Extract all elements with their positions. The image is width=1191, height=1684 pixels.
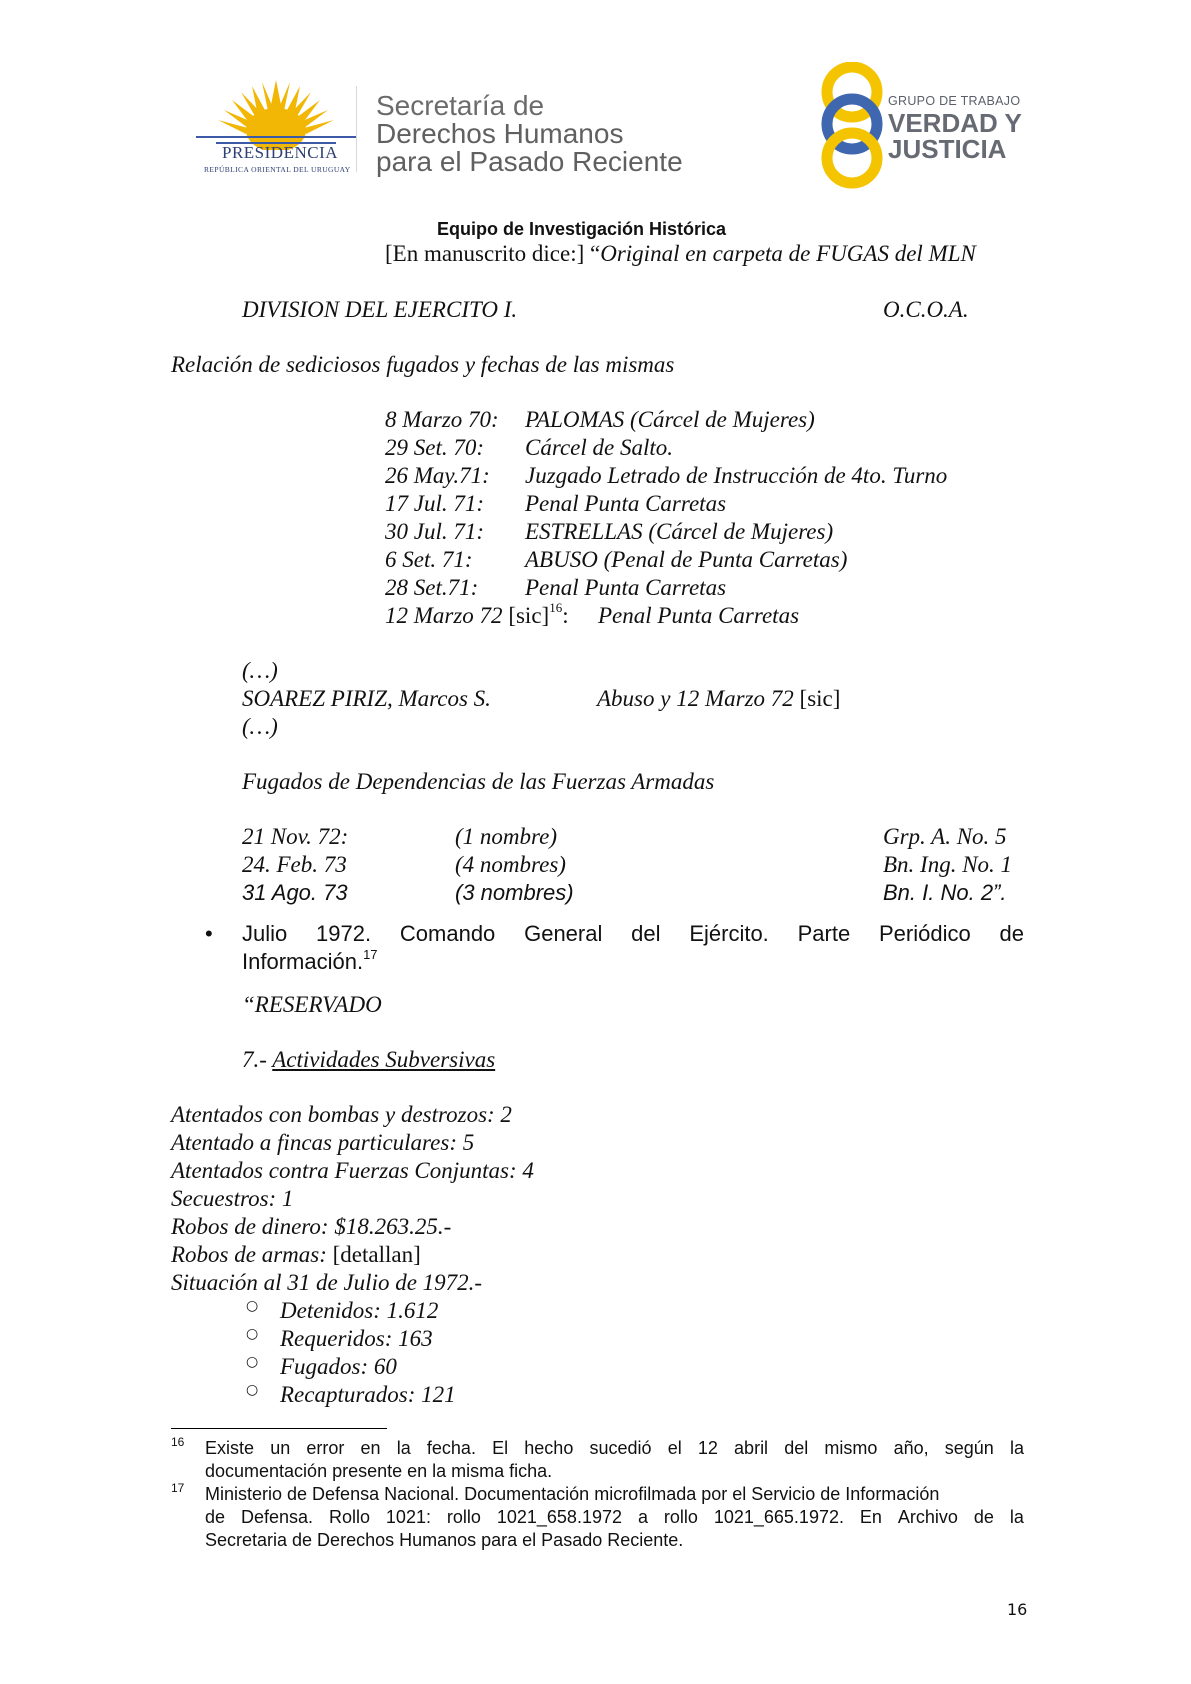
footnote-16-line2: documentación presente en la misma ficha. xyxy=(205,1461,553,1481)
footnote-17-line2: de Defensa. Rollo 1021: rollo 1021_658.1972 a rollo 1021_665.1972. En Archivo de la xyxy=(205,1507,1024,1527)
footnote-num-17: 17 xyxy=(171,1481,185,1495)
list-item: Juzgado Letrado de Instrucción de 4to. Turno xyxy=(525,463,948,488)
list-item: 28 Set.71: xyxy=(385,575,479,600)
section-heading: 7.- Actividades Subversivas xyxy=(242,1047,496,1072)
ffaa-table xyxy=(242,823,1022,907)
table-cell: (4 nombres) xyxy=(455,852,566,877)
division-right: O.C.O.A. xyxy=(883,297,969,322)
equipo-heading: Equipo de Investigación Histórica xyxy=(437,219,727,239)
soarez-name: SOAREZ PIRIZ, Marcos S. xyxy=(242,686,491,711)
list-item: 29 Set. 70: xyxy=(385,435,485,460)
section-title: Actividades Subversivas xyxy=(272,1047,496,1072)
fugados-title: Fugados de Dependencias de las Fuerzas Armadas xyxy=(242,769,715,794)
presidencia-logo xyxy=(196,80,356,180)
ellipsis-2: (…) xyxy=(242,714,278,739)
presidencia-label: PRESIDENCIA xyxy=(222,143,339,162)
table-cell: (3 nombres) xyxy=(455,880,574,905)
footnote-ref-16[interactable]: 16 xyxy=(549,600,563,616)
sun-icon xyxy=(196,80,356,150)
list-item: Atentados contra Fuerzas Conjuntas: 4 xyxy=(171,1158,534,1183)
table-cell: 31 Ago. 73 xyxy=(242,880,348,905)
logo-divider xyxy=(356,86,357,172)
list-item: Fugados: 60 xyxy=(280,1354,397,1379)
list-item: ESTRELLAS (Cárcel de Mujeres) xyxy=(525,519,834,544)
footnote-ref-17[interactable]: 17 xyxy=(363,946,378,962)
secretaria-line3: para el Pasado Reciente xyxy=(376,146,683,177)
secretaria-line1: Secretaría de xyxy=(376,90,545,121)
list-item: Robos de dinero: $18.263.25.- xyxy=(171,1214,452,1239)
footnote-num-16: 16 xyxy=(171,1435,185,1449)
bullet-symbol: • xyxy=(205,921,213,946)
stats-list xyxy=(171,1101,871,1297)
bullet-line1: Julio 1972. Comando General del Ejército. Parte Periódico de xyxy=(242,921,1024,946)
circle-bullet-icon: ○ xyxy=(246,1382,259,1398)
table-cell: Grp. A. No. 5 xyxy=(883,824,1007,849)
grupo-line2: JUSTICIA xyxy=(888,134,1007,164)
table-cell: (1 nombre) xyxy=(455,824,557,849)
table-cell: Bn. Ing. No. 1 xyxy=(883,852,1013,877)
list-item: 8 Marzo 70: xyxy=(385,407,499,432)
soarez-detail: Abuso y 12 Marzo 72 [sic] xyxy=(597,686,841,711)
manuscript-note xyxy=(385,240,976,268)
bullet-line2: Información.$^{17}$ xyxy=(242,946,378,974)
list-item: Penal Punta Carretas xyxy=(525,491,727,516)
footnote-17-line1: Ministerio de Defensa Nacional. Documentación microfilmada por el Servicio de Información xyxy=(205,1484,940,1504)
secretaria-logo xyxy=(376,92,683,176)
list-item-last-place: Penal Punta Carretas xyxy=(598,603,800,628)
sic-mark: [sic] xyxy=(799,686,841,711)
list-item: PALOMAS (Cárcel de Mujeres) xyxy=(525,407,815,432)
list-item: Detenidos: 1.612 xyxy=(280,1298,439,1323)
grupo-trabajo-logo xyxy=(808,62,1028,192)
list-item: 17 Jul. 71: xyxy=(385,491,485,516)
list-item: Secuestros: 1 xyxy=(171,1186,294,1211)
grupo-line1: VERDAD Y xyxy=(888,108,1022,138)
republica-label: REPÚBLICA ORIENTAL DEL URUGUAY xyxy=(204,165,351,174)
circle-bullet-icon: ○ xyxy=(246,1326,259,1342)
table-cell: Bn. I. No. 2”. xyxy=(883,880,1007,905)
footnote-separator xyxy=(171,1428,387,1429)
sic-mark: [sic] xyxy=(508,603,550,628)
list-item: Atentado a fincas particulares: 5 xyxy=(171,1130,475,1155)
list-item: Situación al 31 de Julio de 1972.- xyxy=(171,1270,483,1295)
list-item: ABUSO (Penal de Punta Carretas) xyxy=(525,547,848,572)
manuscript-text: Original en carpeta de FUGAS del MLN xyxy=(600,241,976,266)
list-item: Cárcel de Salto. xyxy=(525,435,673,460)
page-number: 16 xyxy=(1007,1600,1028,1619)
list-item: Penal Punta Carretas xyxy=(525,575,727,600)
table-cell: 24. Feb. 73 xyxy=(242,852,347,877)
list-item: 6 Set. 71: xyxy=(385,547,473,572)
footnote-17-line3: Secretaria de Derechos Humanos para el Pasado Reciente. xyxy=(205,1530,684,1550)
grupo-small-label: GRUPO DE TRABAJO xyxy=(888,94,1021,108)
circle-bullet-icon: ○ xyxy=(246,1354,259,1370)
sub-list xyxy=(246,1297,646,1409)
list-item: Requeridos: 163 xyxy=(280,1326,433,1351)
ellipsis-1: (…) xyxy=(242,658,278,683)
list-item: Atentados con bombas y destrozos: 2 xyxy=(171,1102,512,1127)
list-item: 26 May.71: xyxy=(385,463,490,488)
list-item: 30 Jul. 71: xyxy=(385,519,485,544)
reservado: “RESERVADO xyxy=(242,992,382,1017)
manuscript-prefix: [En manuscrito dice:] “ xyxy=(385,241,601,266)
list-item: Robos de armas: [detallan] xyxy=(171,1242,421,1267)
secretaria-line2: Derechos Humanos xyxy=(376,118,624,149)
list-item: Recapturados: 121 xyxy=(280,1382,456,1407)
footnote-16-line1: Existe un error en la fecha. El hecho sucedió el 12 abril del mismo año, según la xyxy=(205,1438,1024,1458)
division-left: DIVISION DEL EJERCITO I. xyxy=(242,297,518,322)
circle-bullet-icon: ○ xyxy=(246,1298,259,1314)
relacion-title: Relación de sediciosos fugados y fechas de las mismas xyxy=(171,352,675,377)
table-cell: 21 Nov. 72: xyxy=(242,824,349,849)
list-item-last: 12 Marzo 72 [sic]$^{16}$: xyxy=(385,600,569,628)
